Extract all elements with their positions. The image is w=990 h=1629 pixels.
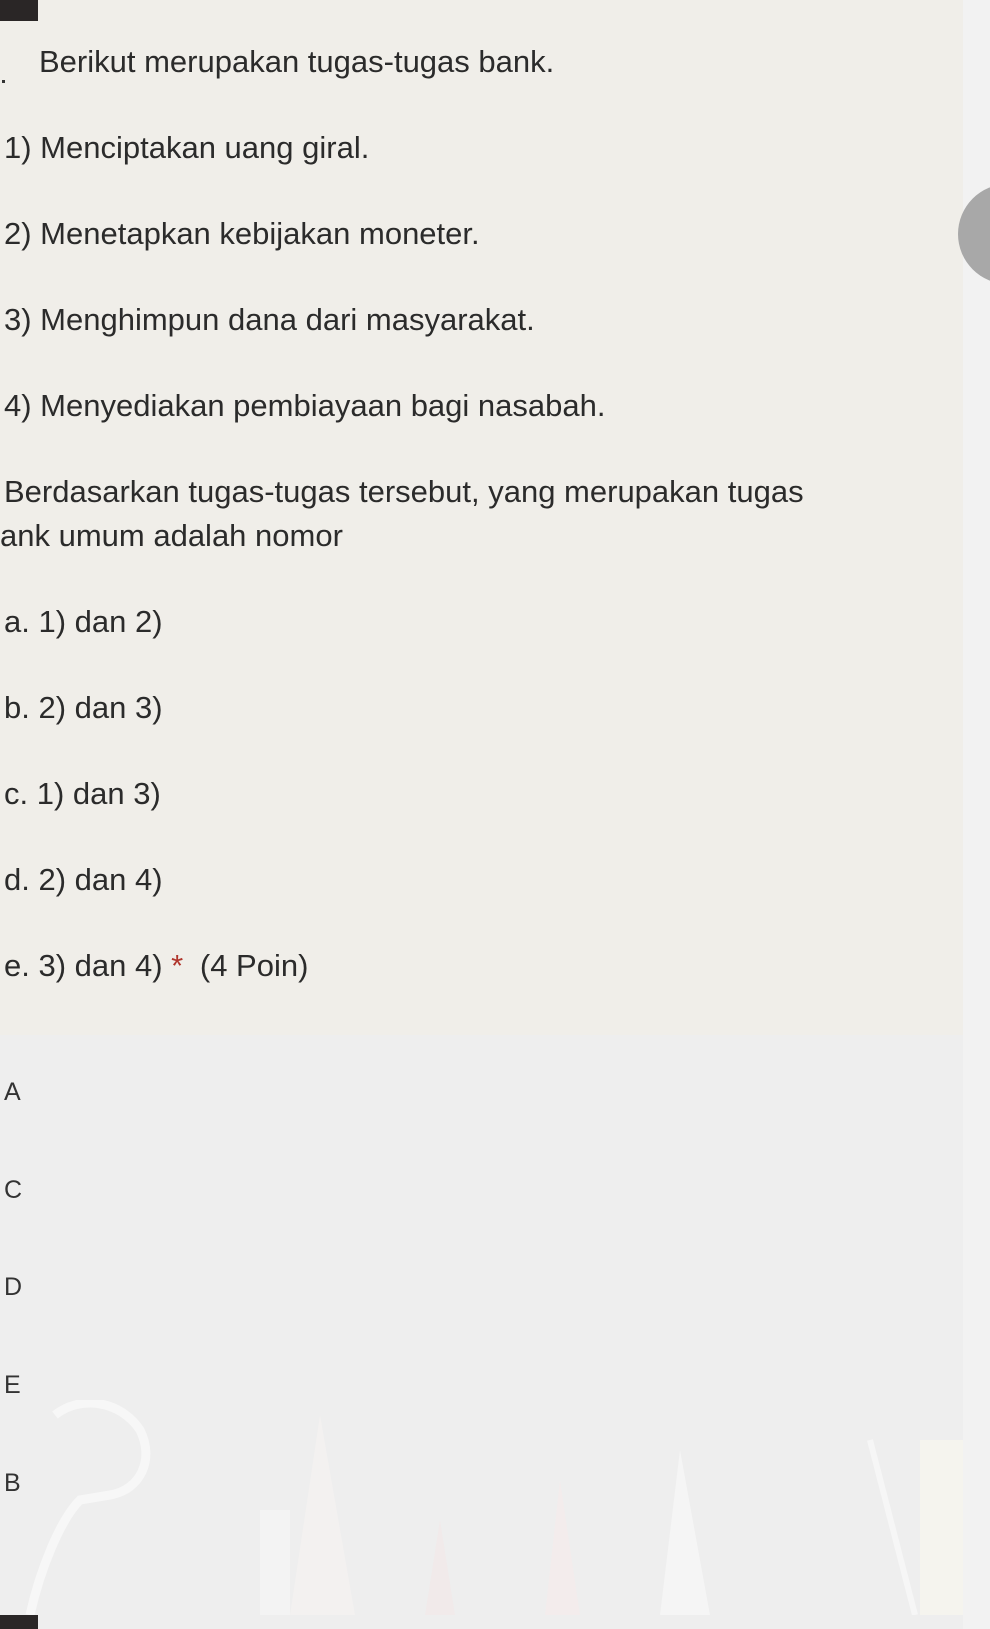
statement-3: 3) Menghimpun dana dari masyarakat. <box>4 302 535 337</box>
answer-choice-a[interactable]: A <box>4 1078 21 1106</box>
points-label: (4 Poin) <box>199 948 309 983</box>
answer-choice-b[interactable]: B <box>4 1469 21 1497</box>
top-corner-marker <box>0 0 38 21</box>
answer-choice-c[interactable]: C <box>4 1176 23 1204</box>
question-intro: Berikut merupakan tugas-tugas bank. <box>0 42 554 82</box>
option-e-line <box>4 946 308 986</box>
option-a-text: a. 1) dan 2) <box>4 604 163 639</box>
statement-4: 4) Menyediakan pembiayaan bagi nasabah. <box>4 388 606 423</box>
question-prompt-line1: Berdasarkan tugas-tugas tersebut, yang merupakan tugas <box>4 474 804 509</box>
statement-1: 1) Menciptakan uang giral. <box>4 130 370 165</box>
bottom-corner-marker <box>0 1615 38 1629</box>
answer-choice-e[interactable]: E <box>4 1371 21 1399</box>
background-decoration <box>0 1400 963 1615</box>
option-c-text: c. 1) dan 3) <box>4 776 161 811</box>
bullet-dot <box>2 80 5 83</box>
answer-choice-d[interactable]: D <box>4 1273 23 1301</box>
statement-2: 2) Menetapkan kebijakan moneter. <box>4 216 480 251</box>
option-d-text: d. 2) dan 4) <box>4 862 163 897</box>
option-b-text: b. 2) dan 3) <box>4 690 163 725</box>
option-e-text: e. 3) dan 4) <box>4 948 163 983</box>
question-prompt-line2: ank umum adalah nomor <box>0 518 343 553</box>
required-marker: * <box>171 948 184 983</box>
